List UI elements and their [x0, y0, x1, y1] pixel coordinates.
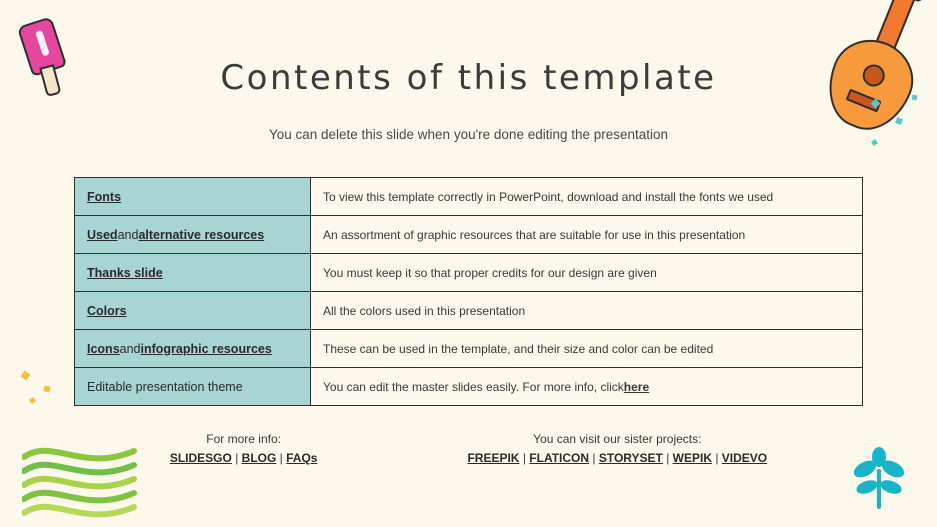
- page-title: Contents of this template: [220, 58, 717, 98]
- table-row: [75, 178, 862, 216]
- table-cell-description: [311, 292, 862, 329]
- yellow-dot-icon: [43, 385, 50, 392]
- table-row: [75, 216, 862, 254]
- table-label-text: and: [117, 227, 139, 242]
- table-cell-description: [311, 330, 862, 367]
- table-label-text: and: [119, 341, 141, 356]
- footer-link-faqs[interactable]: FAQs: [286, 451, 318, 465]
- table-row: [75, 368, 862, 405]
- table-link[interactable]: Icons: [87, 341, 120, 356]
- contents-table: [74, 177, 863, 406]
- table-cell-label: [75, 216, 311, 253]
- footer-link-blog[interactable]: BLOG: [241, 451, 277, 465]
- footer-link-flaticon[interactable]: FLATICON: [529, 451, 590, 465]
- footer-sister-projects-links[interactable]: [467, 451, 767, 465]
- table-link[interactable]: Used: [87, 227, 118, 242]
- footer-link-videvo[interactable]: VIDEVO: [721, 451, 768, 465]
- table-link[interactable]: Fonts: [87, 189, 122, 204]
- footer-link-separator: |: [662, 451, 673, 465]
- footer-link-separator: |: [276, 451, 287, 465]
- table-link[interactable]: Colors: [87, 303, 127, 318]
- table-row: [75, 254, 862, 292]
- footer-link-separator: |: [712, 451, 722, 465]
- table-row: [75, 330, 862, 368]
- footer-more-info-links[interactable]: [170, 451, 318, 465]
- footer-link-storyset[interactable]: STORYSET: [598, 451, 663, 465]
- yellow-dot-icon: [21, 371, 31, 381]
- footer: [0, 432, 937, 465]
- table-cell-label: [75, 178, 311, 215]
- table-description-text: All the colors used in this presentation: [323, 303, 526, 318]
- table-cell-label: [75, 368, 311, 405]
- table-cell-label: [75, 292, 311, 329]
- footer-link-separator: |: [519, 451, 530, 465]
- footer-sister-projects-heading: You can visit our sister projects:: [533, 432, 702, 446]
- footer-link-separator: |: [589, 451, 599, 465]
- table-cell-description: [311, 178, 862, 215]
- table-link[interactable]: here: [623, 379, 650, 394]
- footer-link-freepik[interactable]: FREEPIK: [467, 451, 520, 465]
- table-description-text: You must keep it so that proper credits for our design are given: [323, 265, 657, 280]
- table-link[interactable]: infographic resources: [140, 341, 272, 356]
- footer-link-separator: |: [231, 451, 242, 465]
- table-cell-label: [75, 254, 311, 291]
- table-cell-label: [75, 330, 311, 367]
- footer-link-wepik[interactable]: WEPIK: [672, 451, 712, 465]
- footer-more-info-heading: For more info:: [206, 432, 281, 446]
- yellow-dot-icon: [29, 397, 36, 404]
- table-label-text: Editable presentation theme: [87, 379, 243, 394]
- table-cell-description: [311, 368, 862, 405]
- table-link[interactable]: Thanks slide: [87, 265, 163, 280]
- table-row: [75, 292, 862, 330]
- footer-sister-projects: [467, 432, 767, 465]
- table-description-text: An assortment of graphic resources that are suitable for use in this presentation: [323, 227, 746, 242]
- page-subtitle: You can delete this slide when you're done editing the presentation: [268, 127, 669, 142]
- footer-more-info: [170, 432, 318, 465]
- table-description-text: You can edit the master slides easily. For more info, click: [323, 379, 624, 394]
- table-link[interactable]: alternative resources: [138, 227, 265, 242]
- table-cell-description: [311, 216, 862, 253]
- table-description-text: These can be used in the template, and their size and color can be edited: [323, 341, 714, 356]
- table-description-text: To view this template correctly in PowerPoint, download and install the fonts we used: [323, 189, 774, 204]
- table-cell-description: [311, 254, 862, 291]
- footer-link-slidesgo[interactable]: SLIDESGO: [169, 451, 232, 465]
